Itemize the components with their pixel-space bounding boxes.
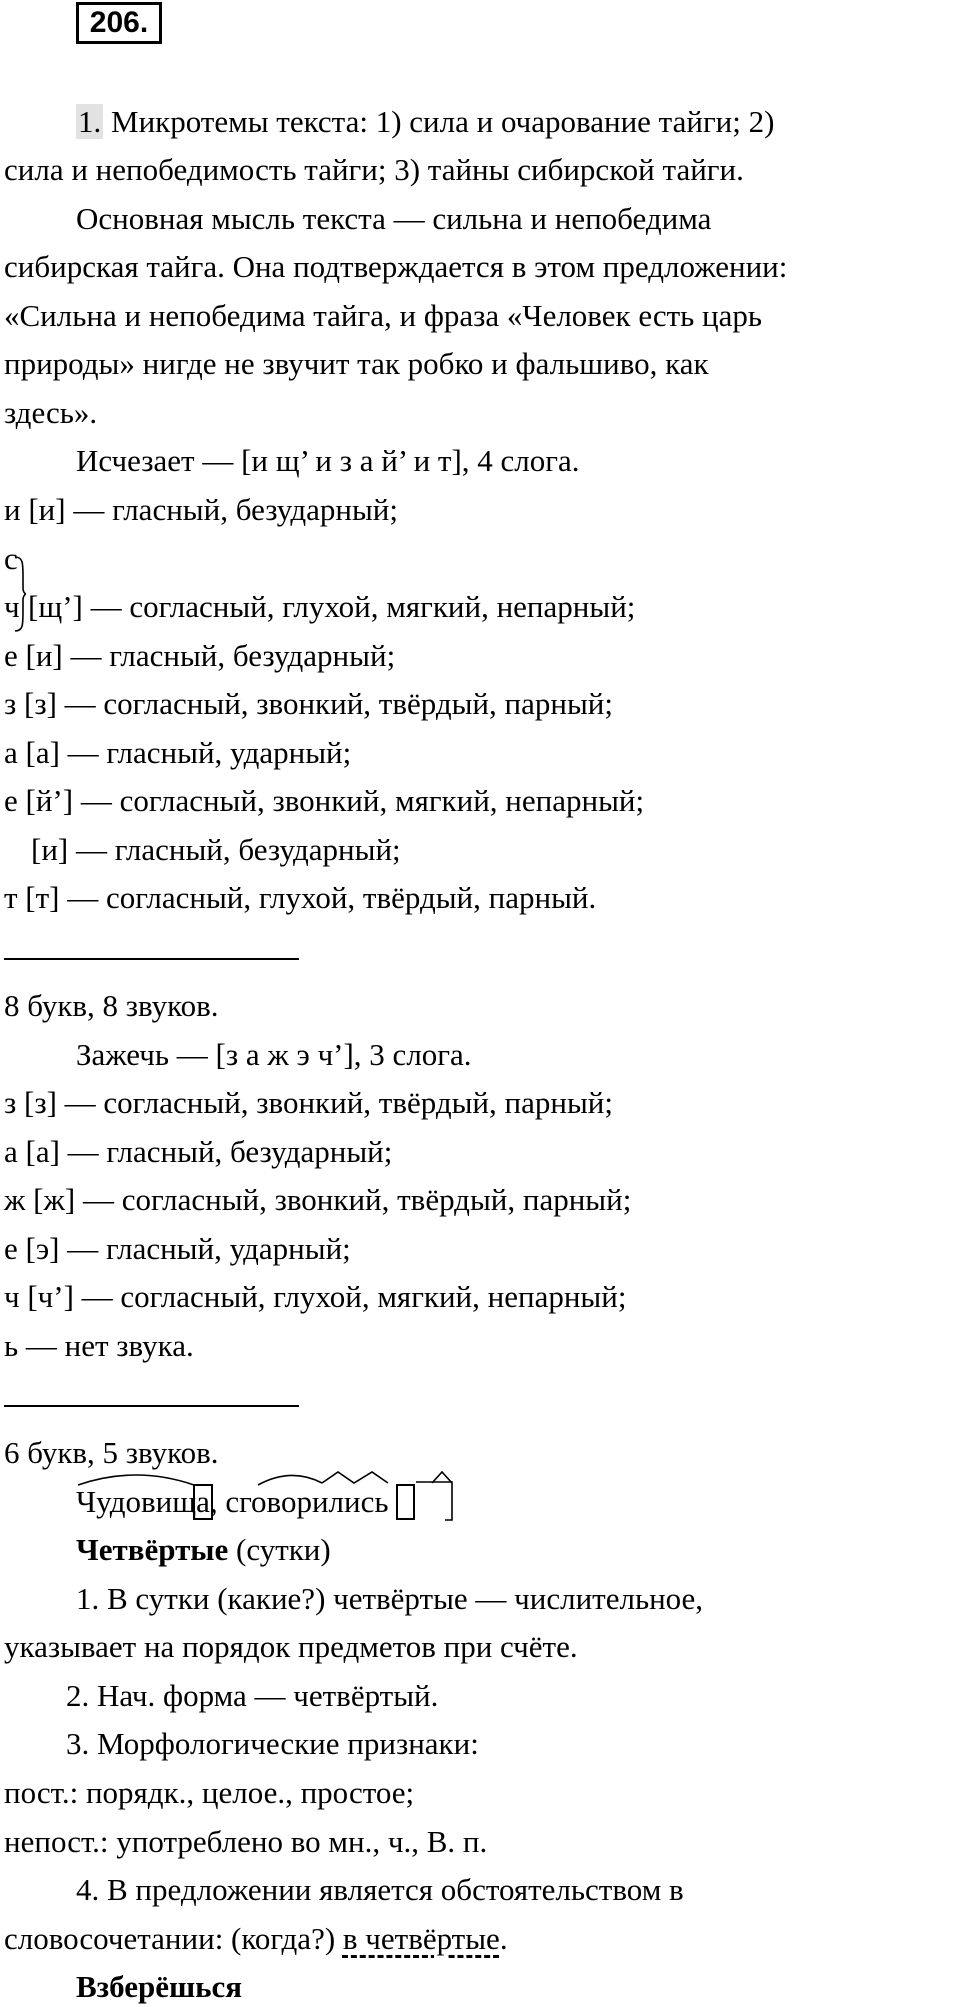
word-parse-line: Чудовища, сговорились: [76, 1484, 389, 1519]
main-idea-line-1: Основная мысль текста — сильна и непобедима: [76, 201, 712, 236]
word1-line-3: [щ’] — согласный, глухой, мягкий, непарный;: [28, 589, 636, 624]
word2-line-4: е [э] — гласный, ударный;: [4, 1231, 351, 1266]
word1-line-9: т [т] — согласный, глухой, твёрдый, парный.: [4, 880, 597, 915]
word2-line-1: з [з] — согласный, звонкий, твёрдый, парный;: [4, 1085, 613, 1120]
morph-point-4-pre: словосочетании: (когда?): [4, 1921, 343, 1956]
morph-point-4-line-2: [4, 1919, 508, 1959]
word2-heading: Зажечь — [з а ж э ч’], 3 слога.: [76, 1037, 472, 1072]
word1-line-4: е [и] — гласный, безударный;: [4, 638, 396, 673]
word1-heading: Исчезает — [и щ’ и з а й’ и т], 4 слога.: [76, 443, 580, 478]
main-idea-line-5: здесь».: [4, 395, 98, 430]
morph-point-1-line-1: 1. В сутки (какие?) четвёртые — числительное,: [76, 1581, 704, 1616]
word1-line-5: з [з] — согласный, звонкий, твёрдый, парный;: [4, 686, 613, 721]
morph-constant-features: пост.: порядк., целое., простое;: [4, 1775, 415, 1810]
suffix-bracket-icon: [415, 1468, 455, 1526]
ending-box-2: [396, 1484, 415, 1520]
word1-line-6: а [а] — гласный, ударный;: [4, 735, 352, 770]
ending-box-1: [193, 1484, 213, 1520]
word2-line-2: а [а] — гласный, безударный;: [4, 1134, 393, 1169]
word1-letter-s: с: [4, 541, 18, 576]
morph-point-1-line-2: указывает на порядок предметов при счёте.: [4, 1629, 578, 1664]
word2-line-5: ч [ч’] — согласный, глухой, мягкий, непарный;: [4, 1279, 627, 1314]
morph-word: Четвёртые: [76, 1532, 229, 1567]
word1-line-8: [и] — гласный, безударный;: [31, 832, 401, 867]
paragraph-1-line-2: сила и непобедимость тайги; 3) тайны сибирской тайги.: [4, 152, 744, 187]
word2-summary: 6 букв, 5 звуков.: [4, 1435, 219, 1470]
morph-point-3: 3. Морфологические признаки:: [66, 1726, 479, 1761]
next-word-heading: Взберёшься: [76, 1969, 243, 2004]
morph-point-2: 2. Нач. форма — четвёртый.: [66, 1678, 439, 1713]
divider-2: [4, 1405, 299, 1407]
word1-line-1: и [и] — гласный, безударный;: [4, 492, 399, 527]
word1-letter-ch: ч: [4, 589, 20, 624]
word1-line-7: е [й’] — согласный, звонкий, мягкий, непарный;: [4, 783, 645, 818]
task-number: 206.: [76, 2, 162, 44]
paragraph-1-text: Микротемы текста: 1) сила и очарование тайги; 2): [103, 104, 775, 139]
paragraph-marker: 1.: [78, 104, 102, 139]
morph-underlined-phrase: в четвёртые: [342, 1921, 500, 1956]
divider-1: [4, 958, 299, 960]
word2-line-6: ь — нет звука.: [4, 1328, 194, 1363]
morph-point-4-post: .: [499, 1921, 508, 1956]
word2-line-3: ж [ж] — согласный, звонкий, твёрдый, парный;: [4, 1182, 632, 1217]
morph-variable-features: непост.: употреблено во мн., ч., В. п.: [4, 1824, 488, 1859]
morph-word-line: [76, 1530, 331, 1570]
main-idea-line-2: сибирская тайга. Она подтверждается в этом предложении:: [4, 249, 788, 284]
word1-summary: 8 букв, 8 звуков.: [4, 988, 219, 1023]
morph-point-4-line-1: 4. В предложении является обстоятельством в: [76, 1872, 684, 1907]
morph-word-note: (сутки): [228, 1532, 331, 1567]
main-idea-line-4: природы» нигде не звучит так робко и фальшиво, как: [4, 346, 709, 381]
main-idea-line-3: «Сильна и непобедима тайга, и фраза «Человек есть царь: [4, 298, 763, 333]
paragraph-1-line-1: [76, 102, 774, 142]
